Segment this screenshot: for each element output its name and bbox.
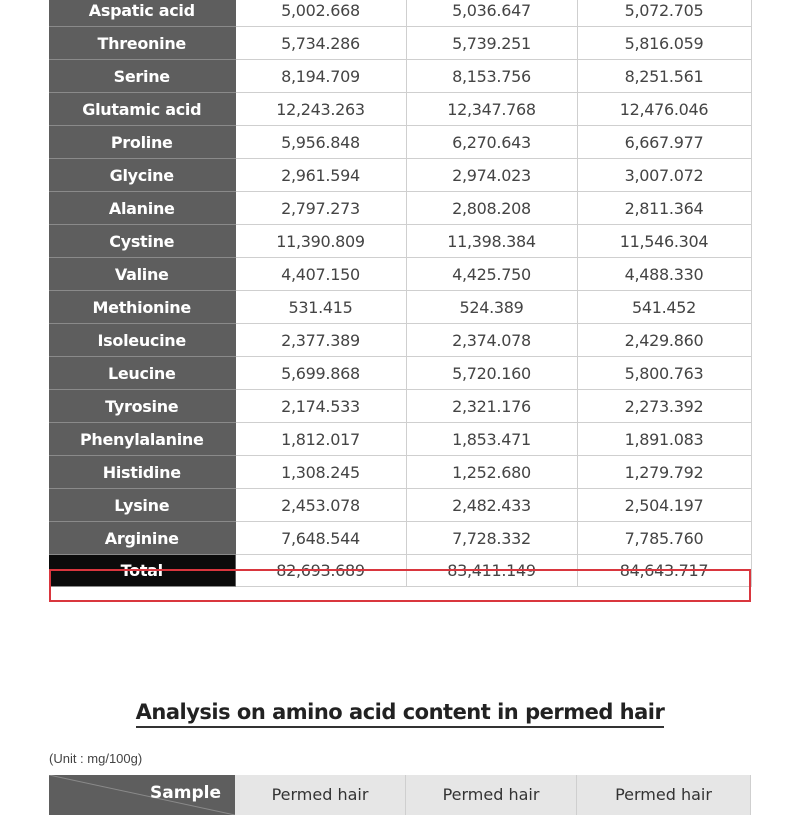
value-cell: 12,476.046 (577, 93, 751, 126)
table-row (49, 60, 751, 93)
table-row (49, 225, 751, 258)
amino-acid-table-container (49, 0, 751, 587)
header-sample-cell (49, 775, 235, 815)
value-cell: 2,174.533 (235, 390, 406, 423)
amino-acid-name-cell: Arginine (49, 522, 235, 555)
amino-acid-name-cell: Leucine (49, 357, 235, 390)
amino-acid-name-cell: Phenylalanine (49, 423, 235, 456)
value-cell: 7,785.760 (577, 522, 751, 555)
value-cell: 5,072.705 (577, 0, 751, 27)
header-col-3: Permed hair (577, 775, 751, 815)
amino-acid-name-cell: Isoleucine (49, 324, 235, 357)
table-row (49, 456, 751, 489)
total-row (49, 555, 751, 587)
value-cell: 2,321.176 (406, 390, 577, 423)
table-row (49, 390, 751, 423)
table-row (49, 489, 751, 522)
value-cell: 1,812.017 (235, 423, 406, 456)
table-row (49, 126, 751, 159)
section-heading-text: Analysis on amino acid content in permed hair (136, 700, 665, 728)
value-cell: 7,648.544 (235, 522, 406, 555)
value-cell: 2,811.364 (577, 192, 751, 225)
table-row (49, 258, 751, 291)
value-cell: 531.415 (235, 291, 406, 324)
total-value-cell: 83,411.149 (406, 555, 577, 587)
amino-acid-name-cell: Cystine (49, 225, 235, 258)
value-cell: 5,720.160 (406, 357, 577, 390)
value-cell: 1,252.680 (406, 456, 577, 489)
value-cell: 2,453.078 (235, 489, 406, 522)
value-cell: 8,194.709 (235, 60, 406, 93)
value-cell: 2,961.594 (235, 159, 406, 192)
value-cell: 524.389 (406, 291, 577, 324)
value-cell: 541.452 (577, 291, 751, 324)
value-cell: 11,546.304 (577, 225, 751, 258)
value-cell: 2,808.208 (406, 192, 577, 225)
header-col-2: Permed hair (406, 775, 577, 815)
value-cell: 6,270.643 (406, 126, 577, 159)
value-cell: 2,377.389 (235, 324, 406, 357)
amino-acid-name-cell: Threonine (49, 27, 235, 60)
value-cell: 4,425.750 (406, 258, 577, 291)
amino-acid-name-cell: Glycine (49, 159, 235, 192)
amino-acid-name-cell: Serine (49, 60, 235, 93)
value-cell: 5,734.286 (235, 27, 406, 60)
table-row (49, 159, 751, 192)
total-value-cell: 84,643.717 (577, 555, 751, 587)
value-cell: 5,816.059 (577, 27, 751, 60)
amino-acid-name-cell: Glutamic acid (49, 93, 235, 126)
value-cell: 1,279.792 (577, 456, 751, 489)
total-value-cell: 82,693.689 (235, 555, 406, 587)
total-label-cell: Total (49, 555, 235, 587)
table-row (49, 192, 751, 225)
table-row (49, 27, 751, 60)
value-cell: 5,036.647 (406, 0, 577, 27)
value-cell: 2,374.078 (406, 324, 577, 357)
amino-acid-name-cell: Methionine (49, 291, 235, 324)
value-cell: 5,739.251 (406, 27, 577, 60)
value-cell: 11,390.809 (235, 225, 406, 258)
value-cell: 7,728.332 (406, 522, 577, 555)
table-row (49, 324, 751, 357)
value-cell: 2,797.273 (235, 192, 406, 225)
value-cell: 5,002.668 (235, 0, 406, 27)
amino-acid-name-cell: Histidine (49, 456, 235, 489)
value-cell: 12,347.768 (406, 93, 577, 126)
value-cell: 2,974.023 (406, 159, 577, 192)
value-cell: 1,853.471 (406, 423, 577, 456)
permed-table-header (49, 775, 751, 815)
amino-acid-name-cell: Tyrosine (49, 390, 235, 423)
value-cell: 5,699.868 (235, 357, 406, 390)
section-heading (0, 700, 800, 728)
amino-acid-name-cell: Aspatic acid (49, 0, 235, 27)
value-cell: 3,007.072 (577, 159, 751, 192)
value-cell: 2,429.860 (577, 324, 751, 357)
amino-acid-name-cell: Lysine (49, 489, 235, 522)
value-cell: 11,398.384 (406, 225, 577, 258)
value-cell: 4,488.330 (577, 258, 751, 291)
amino-acid-table (49, 0, 752, 587)
value-cell: 5,800.763 (577, 357, 751, 390)
table-row (49, 291, 751, 324)
value-cell: 8,153.756 (406, 60, 577, 93)
value-cell: 8,251.561 (577, 60, 751, 93)
unit-label: (Unit : mg/100g) (49, 751, 143, 766)
value-cell: 6,667.977 (577, 126, 751, 159)
value-cell: 1,891.083 (577, 423, 751, 456)
amino-acid-table-body (49, 0, 751, 587)
table-row (49, 0, 751, 27)
value-cell: 5,956.848 (235, 126, 406, 159)
value-cell: 4,407.150 (235, 258, 406, 291)
value-cell: 1,308.245 (235, 456, 406, 489)
header-col-1: Permed hair (235, 775, 406, 815)
table-row (49, 522, 751, 555)
table-row (49, 93, 751, 126)
amino-acid-name-cell: Proline (49, 126, 235, 159)
amino-acid-name-cell: Alanine (49, 192, 235, 225)
table-row (49, 357, 751, 390)
value-cell: 2,273.392 (577, 390, 751, 423)
value-cell: 2,504.197 (577, 489, 751, 522)
value-cell: 12,243.263 (235, 93, 406, 126)
header-sample-label: Sample (150, 783, 221, 803)
table-row (49, 423, 751, 456)
value-cell: 2,482.433 (406, 489, 577, 522)
amino-acid-name-cell: Valine (49, 258, 235, 291)
